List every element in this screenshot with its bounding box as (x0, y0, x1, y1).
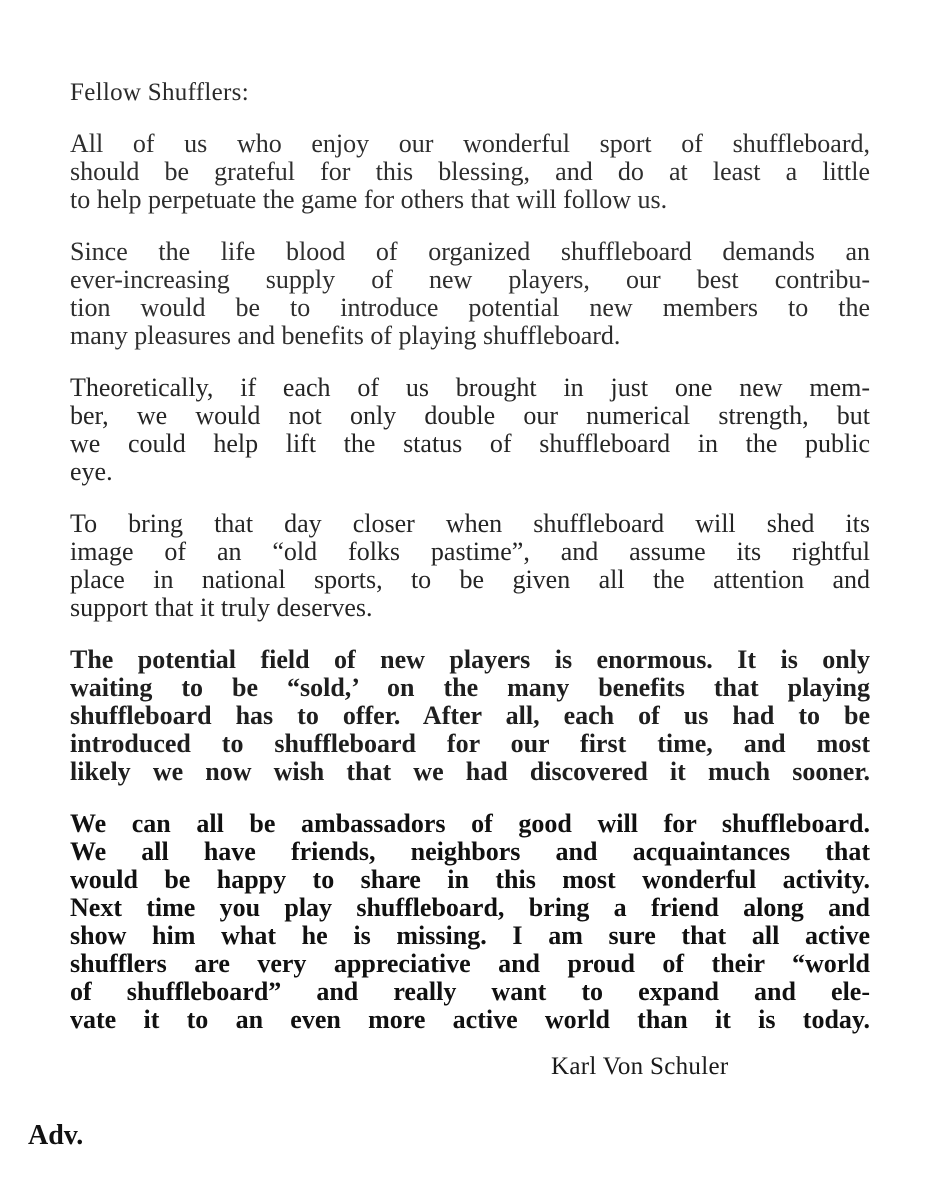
text-line: All of us who enjoy our wonderful sport of shuffleboard, (70, 129, 870, 158)
paragraph-3 (70, 374, 870, 486)
text-line: eye. (70, 457, 113, 486)
paragraph-2 (70, 238, 870, 350)
text-line: many pleasures and benefits of playing shuffleboard. (70, 321, 621, 350)
paragraph-5 (70, 646, 870, 786)
paragraph-1 (70, 130, 870, 214)
paragraph-6 (70, 810, 870, 1034)
letter-body (70, 78, 870, 1058)
text-line: image of an “old folks pastime”, and assume its rightful (70, 537, 870, 566)
text-line: ever-increasing supply of new players, our best contribu- (70, 265, 870, 294)
text-line: of shuffleboard” and really want to expand and ele- (70, 977, 870, 1006)
text-line: Next time you play shuffleboard, bring a friend along and (70, 893, 870, 922)
text-line: to help perpetuate the game for others that will follow us. (70, 185, 668, 214)
text-line: we could help lift the status of shuffleboard in the public (70, 429, 870, 458)
advertisement-label: Adv. (28, 1120, 84, 1151)
text-line: likely we now wish that we had discovered it much sooner. (70, 757, 870, 786)
text-line: We all have friends, neighbors and acquaintances that (70, 837, 870, 866)
text-line: should be grateful for this blessing, and do at least a little (70, 157, 870, 186)
text-line: introduced to shuffleboard for our first time, and most (70, 729, 870, 758)
salutation: Fellow Shufflers: (70, 79, 249, 106)
text-line: shuffleboard has to offer. After all, each of us had to be (70, 701, 870, 730)
text-line: Theoretically, if each of us brought in just one new mem- (70, 373, 870, 402)
text-line: waiting to be “sold,’ on the many benefits that playing (70, 673, 870, 702)
text-line: show him what he is missing. I am sure that all active (70, 921, 870, 950)
text-line: We can all be ambassadors of good will for shuffleboard. (70, 809, 870, 838)
signature: Karl Von Schuler (551, 1053, 729, 1080)
paragraph-4 (70, 510, 870, 622)
text-line: place in national sports, to be given all the attention and (70, 565, 870, 594)
text-line: support that it truly deserves. (70, 593, 373, 622)
text-line: would be happy to share in this most wonderful activity. (70, 865, 870, 894)
text-line: The potential field of new players is enormous. It is only (70, 645, 870, 674)
text-line: Since the life blood of organized shuffleboard demands an (70, 237, 870, 266)
text-line: vate it to an even more active world than it is today. (70, 1005, 870, 1034)
text-line: ber, we would not only double our numerical strength, but (70, 401, 870, 430)
text-line: shufflers are very appreciative and proud of their “world (70, 949, 870, 978)
text-line: To bring that day closer when shuffleboard will shed its (70, 509, 870, 538)
text-line: tion would be to introduce potential new members to the (70, 293, 870, 322)
